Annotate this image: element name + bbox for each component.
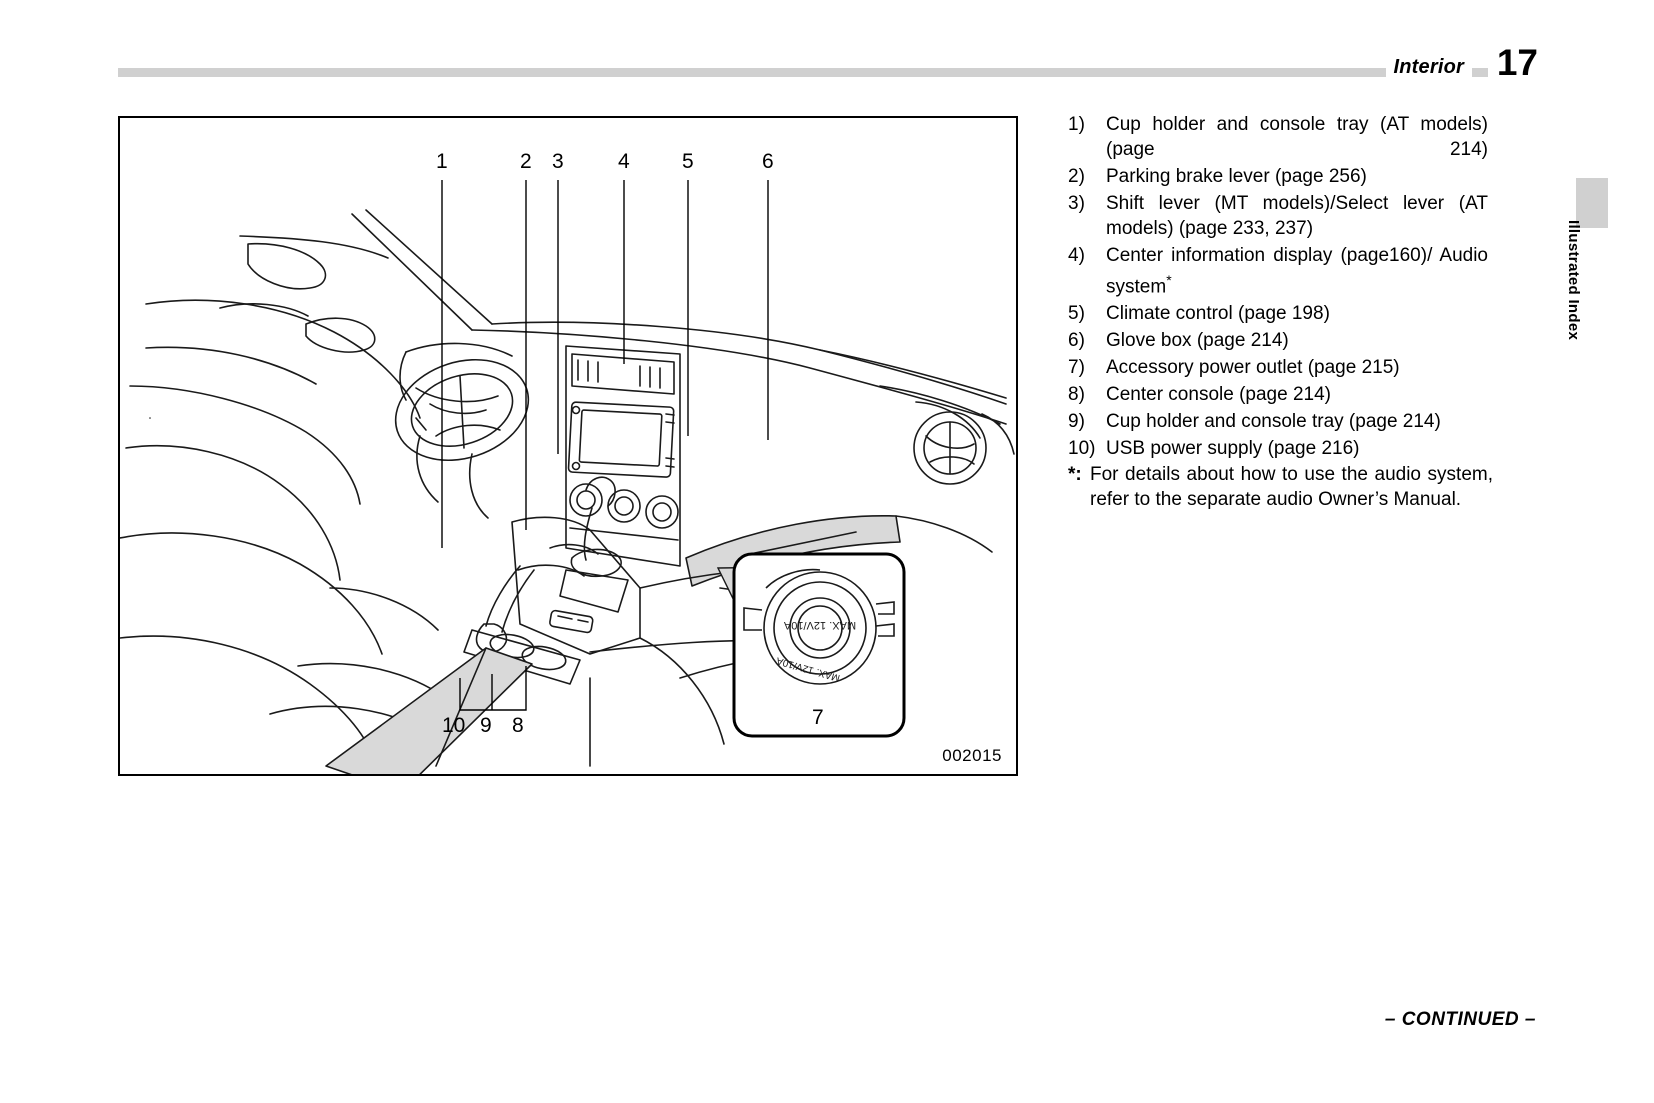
legend-label: Cup holder and console tray (page 214)	[1106, 411, 1441, 433]
page-number: 17	[1491, 42, 1538, 84]
illustration-panel	[118, 116, 1018, 776]
list-item	[1068, 355, 1488, 380]
legend-label: Climate control (page 198)	[1106, 303, 1330, 325]
legend-number: 6)	[1068, 330, 1085, 352]
list-item	[1068, 112, 1488, 162]
legend-number: 9)	[1068, 411, 1085, 433]
car-interior-illustration	[120, 118, 1016, 774]
list-item	[1068, 243, 1488, 299]
legend-number: 10)	[1068, 438, 1096, 460]
legend-label: USB power supply (page 216)	[1106, 438, 1360, 460]
legend-label: Accessory power outlet (page 215)	[1106, 357, 1400, 379]
page-header	[118, 42, 1538, 86]
list-item	[1068, 301, 1488, 326]
list-item	[1068, 409, 1488, 434]
outlet-rating-text: MAX. 12V/10A	[783, 619, 857, 631]
legend-label: Cup holder and console tray (AT models) (page 214)	[1106, 114, 1488, 160]
list-item	[1068, 436, 1488, 461]
legend-number: 1)	[1068, 114, 1085, 135]
callout-2: 2	[520, 150, 532, 173]
legend-number: 5)	[1068, 303, 1085, 325]
list-item	[1068, 164, 1488, 189]
callout-8: 8	[512, 714, 524, 737]
list-item	[1068, 382, 1488, 407]
legend-label: Glove box (page 214)	[1106, 330, 1289, 352]
callout-5: 5	[682, 150, 694, 173]
legend-list	[1068, 112, 1488, 463]
legend-label: Parking brake lever (page 256)	[1106, 166, 1367, 187]
side-tab-label: Illustrated Index	[1565, 220, 1582, 341]
legend-label: Center console (page 214)	[1106, 384, 1331, 406]
footnote	[1068, 462, 1493, 512]
outlet-rating-text-2: MAX. 12V/10A	[775, 654, 842, 684]
page-title: Interior	[1386, 56, 1473, 79]
legend-label	[1106, 243, 1488, 299]
legend-number: 4)	[1068, 245, 1085, 266]
callout-4: 4	[618, 150, 630, 173]
list-item	[1068, 328, 1488, 353]
legend-number: 8)	[1068, 384, 1085, 406]
callout-9: 9	[480, 714, 492, 737]
footnote-star-ref: *	[1166, 272, 1172, 288]
list-item	[1068, 191, 1488, 241]
callout-10: 10	[442, 714, 466, 737]
legend-label-text: Center information display (page160)/ Audio system	[1106, 245, 1488, 298]
legend-number: 7)	[1068, 357, 1085, 379]
legend-number: 3)	[1068, 193, 1085, 214]
callout-7: 7	[812, 706, 824, 729]
callout-3: 3	[552, 150, 564, 173]
legend-number: 2)	[1068, 166, 1085, 187]
callout-1: 1	[436, 150, 448, 173]
legend-label: Shift lever (MT models)/Select lever (AT models) (page 233, 237)	[1106, 193, 1488, 239]
footnote-marker: *:	[1068, 464, 1082, 485]
callout-6: 6	[762, 150, 774, 173]
figure-id-label: 002015	[942, 746, 1002, 765]
continued-label: – CONTINUED –	[1384, 1009, 1536, 1030]
header-rule-left	[118, 68, 1308, 77]
footnote-text: For details about how to use the audio system, refer to the separate audio Owner’s Manual.	[1090, 464, 1493, 510]
